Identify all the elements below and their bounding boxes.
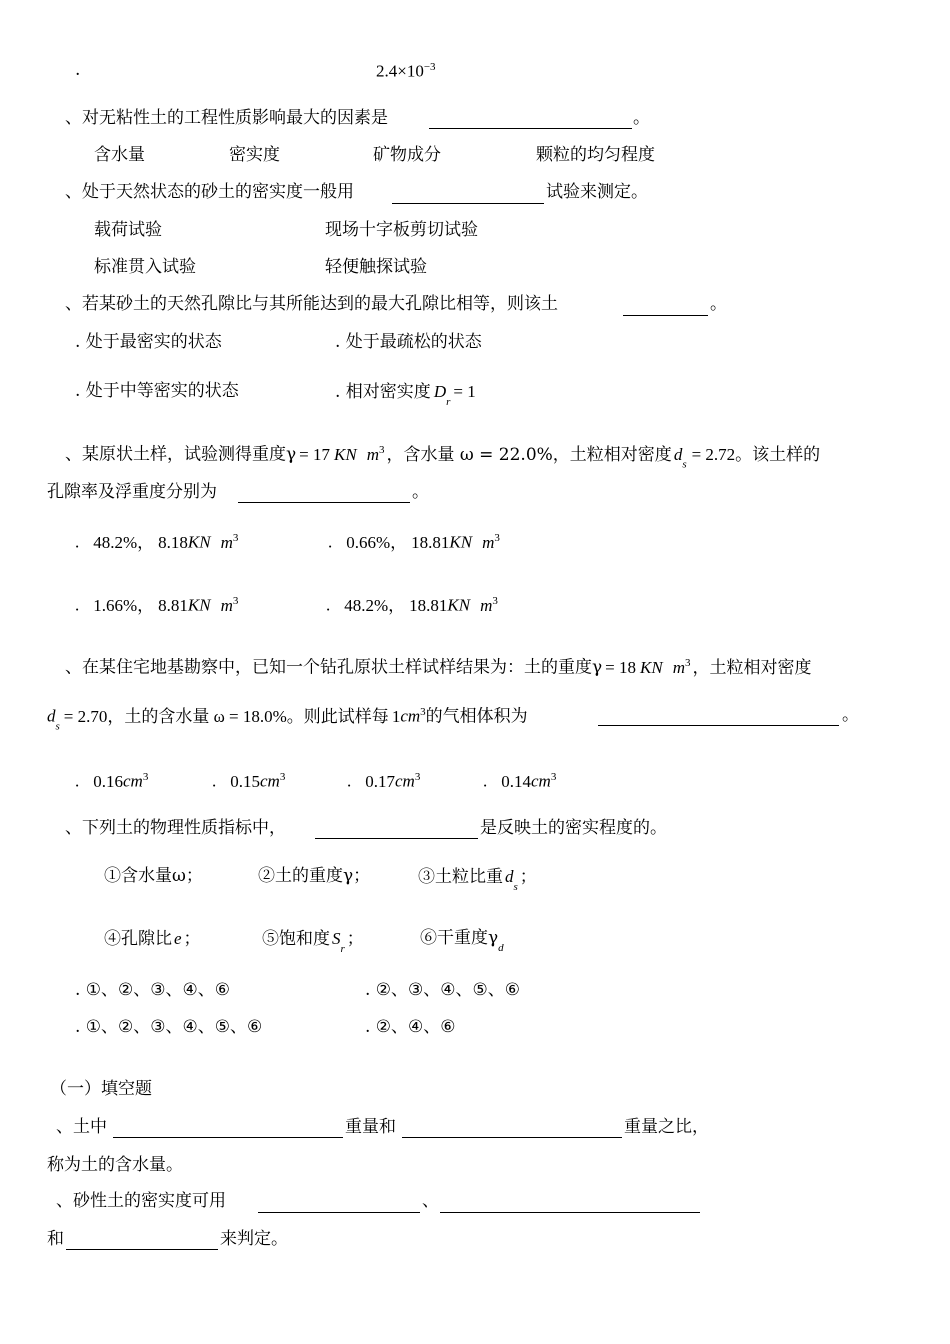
q5-line2-a: = 2.70，土的含水量 ω = 18.0%。则此试样每 [63,706,389,726]
q5-option-c-cm: cm [395,771,415,791]
q5-volume: 1 [391,706,401,726]
f2-line2-b: 来判定。 [220,1229,288,1249]
q6-item-5-tail: ； [346,929,364,949]
q5-answer-blank[interactable] [598,725,839,726]
dr-symbol: D [433,382,447,401]
q5-option-b-dot: . [212,771,217,791]
q4-gamma-value: = 17 [299,444,331,464]
q4-option-b-exp: 3 [494,532,500,544]
q4-option-a-v2: 8.18 [158,532,188,552]
q4-option-a[interactable] [75,533,238,551]
top-value-exp: −3 [423,61,436,73]
q4-option-d-kn: KN [447,595,471,615]
q4-line2-end: 。 [412,482,429,502]
q4-option-c-v2: 8.81 [158,595,188,615]
q5-gamma-value: = 18 [605,657,637,677]
top-value-base: 2.4×10 [376,61,424,81]
q5-option-d[interactable] [483,772,556,790]
q6-option-b[interactable]: . ②、③、④、⑤、⑥ [365,980,521,1000]
q4-option-d[interactable] [326,596,498,614]
q4-option-d-v1: 48.2%， [344,595,406,615]
q6-item-5-label: ⑤饱和度 [262,929,330,949]
q6-option-c[interactable]: . ①、②、③、④、⑤、⑥ [75,1017,263,1037]
q1-option-c[interactable]: 矿物成分 [373,145,441,165]
f2-blank-3[interactable] [66,1249,218,1250]
q6-item-6 [420,930,504,954]
q5-unit-cm: cm [400,706,421,726]
q6-item-3-label: ③土粒比重 [418,867,503,887]
q3-end: 。 [710,294,727,314]
q5-line1 [65,658,811,677]
dr-value: = 1 [453,382,476,401]
q4-option-b-m: m [482,532,495,552]
q4-line1-a: 、某原状土样，试验测得重度γ [65,444,297,465]
q2-answer-blank[interactable] [392,203,544,204]
q5-option-a-cm: cm [123,771,143,791]
q6-item-3-sub: s [513,881,518,893]
q6-answer-blank[interactable] [315,838,478,839]
q6-item-1: ①含水量ω； [104,866,203,886]
q5-cm-exp: 3 [420,706,426,718]
q5-option-c[interactable] [347,772,420,790]
f1-blank-2[interactable] [402,1137,622,1138]
q5-unit-m: m [672,657,685,677]
q1-option-b[interactable]: 密实度 [229,145,280,165]
q4-option-c-kn: KN [187,595,211,615]
f2-line2-a: 和 [47,1229,64,1249]
q5-unit-exp: 3 [684,657,691,669]
q4-answer-blank[interactable] [238,502,410,503]
q5-option-d-exp: 3 [550,771,557,783]
q2-stem: 、处于天然状态的砂土的密实度一般用 [65,182,354,202]
dr-sub: r [446,396,451,408]
q5-option-c-v: 0.17 [365,771,395,791]
q6-stem: 、下列土的物理性质指标中， [65,818,286,838]
q5-option-d-v: 0.14 [501,771,531,791]
q4-option-b-v1: 0.66%， [346,532,408,552]
f2-blank-2[interactable] [440,1212,700,1213]
q6-item-3-tail: ； [519,867,537,887]
f1-blank-1[interactable] [113,1137,343,1138]
q4-line2: 孔隙率及浮重度分别为 [47,482,217,502]
q3-option-c[interactable]: . 处于中等密实的状态 [75,381,239,401]
q3-option-b[interactable]: . 处于最疏松的状态 [335,332,482,352]
q4-option-a-kn: KN [187,532,211,552]
q5-line2-b: 的气相体积为 [425,706,528,727]
q6-item-3 [418,868,537,893]
q1-answer-blank[interactable] [429,128,632,129]
q5-line1-c: ，土粒相对密度 [692,657,812,678]
q3-answer-blank[interactable] [623,315,708,316]
q5-option-a-exp: 3 [142,771,149,783]
q4-line1 [65,445,820,471]
q6-item-5-sub: r [340,943,345,955]
q5-line2 [47,707,528,733]
q4-option-d-dot: . [326,595,331,615]
q4-option-b-dot: . [328,532,333,552]
q4-option-c-m: m [220,595,233,615]
q6-item-4-sym: e [174,929,182,948]
q4-ds-sub: s [682,458,687,471]
q2-end: 试验来测定。 [546,182,648,202]
f1-c: 重量之比， [624,1117,709,1137]
q1-end: 。 [633,108,650,128]
q3-option-d-text: . 相对密实度 [335,382,431,402]
q5-option-d-cm: cm [531,771,551,791]
q5-option-c-dot: . [347,771,352,791]
q4-option-b-v2: 18.81 [411,532,450,552]
q5-option-a-dot: . [75,771,80,791]
q5-ds-sub: s [55,720,60,733]
q4-option-c-v1: 1.66%， [93,595,155,615]
q2-option-d[interactable]: 轻便触探试验 [325,257,427,277]
q5-option-b[interactable] [212,772,285,790]
q4-unit-m: m [366,444,379,464]
q3-option-a[interactable]: . 处于最密实的状态 [75,332,222,352]
q4-ds-symbol: d [673,444,683,464]
q6-option-d[interactable]: . ②、④、⑥ [365,1017,456,1037]
q6-end: 是反映土的密实程度的。 [480,818,667,838]
q6-item-6-sub: d [498,942,504,954]
q6-item-4-tail: ； [183,929,201,949]
q5-option-a-v: 0.16 [93,771,123,791]
f1-a: 、土中 [56,1117,107,1137]
f2-b: 、 [422,1191,439,1211]
q5-unit-kn: KN [640,657,663,677]
q6-item-4 [104,930,201,948]
q1-stem: 、对无粘性土的工程性质影响最大的因素是 [65,108,388,128]
q4-option-c[interactable] [75,596,238,614]
q5-option-a[interactable] [75,772,148,790]
q5-line1-a: 、在某住宅地基勘察中，已知一个钻孔原状土样试样结果为：土的重度γ [65,657,603,678]
q4-option-a-v1: 48.2%， [93,532,155,552]
q4-option-a-exp: 3 [232,532,239,544]
q4-option-d-v2: 18.81 [409,595,448,615]
q6-item-6-label: ⑥干重度γ [420,928,499,948]
q4-option-c-dot: . [75,595,80,615]
q2-option-c[interactable]: 标准贯入试验 [94,257,196,277]
q4-option-d-m: m [480,595,493,615]
q2-option-b[interactable]: 现场十字板剪切试验 [325,220,478,240]
q4-option-a-m: m [220,532,233,552]
q1-option-d[interactable]: 颗粒的均匀程度 [536,145,655,165]
q5-option-b-exp: 3 [279,771,286,783]
f1-b: 重量和 [345,1117,396,1137]
q6-item-3-sym: d [505,867,514,886]
q4-line1-c: ，含水量 ω = 22.0%，土粒相对密度 [386,444,672,465]
top-dot: . [75,60,81,80]
q4-unit-kn: KN [334,444,357,464]
q5-option-b-cm: cm [260,771,280,791]
q3-stem: 、若某砂土的天然孔隙比与其所能达到的最大孔隙比相等，则该土 [65,294,558,314]
q4-option-d-exp: 3 [492,595,498,607]
q4-unit-exp: 3 [378,444,385,456]
q5-ds-symbol: d [47,706,56,726]
q4-line1-d: = 2.72。该土样的 [691,444,821,464]
q5-option-b-v: 0.15 [230,771,260,791]
q3-option-d[interactable] [335,383,476,408]
q5-option-d-dot: . [483,771,488,791]
q5-option-c-exp: 3 [414,771,421,783]
q2-option-a[interactable]: 载荷试验 [94,220,162,240]
q4-option-a-dot: . [75,532,80,552]
q6-option-a[interactable]: . ①、②、③、④、⑥ [75,980,231,1000]
q4-option-b-kn: KN [449,532,473,552]
f2-a: 、砂性土的密实度可用 [56,1191,226,1211]
q6-item-5 [262,930,364,955]
q5-line2-end: 。 [842,705,859,725]
q4-option-b[interactable] [328,533,500,551]
f1-line2: 称为土的含水量。 [47,1155,183,1175]
f2-blank-1[interactable] [258,1212,420,1213]
section-title: （一）填空题 [50,1079,152,1099]
q6-item-2: ②土的重度γ； [258,866,371,886]
q6-item-4-label: ④孔隙比 [104,929,172,949]
q1-option-a[interactable]: 含水量 [94,145,145,165]
q4-option-c-exp: 3 [232,595,239,607]
top-value [376,62,436,80]
q6-item-5-sym: S [332,929,341,948]
